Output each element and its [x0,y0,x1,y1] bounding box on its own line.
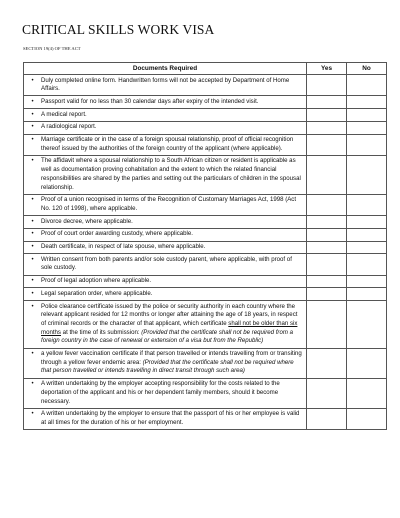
table-row [24,254,387,275]
table-row [24,228,387,241]
no-checkbox-cell[interactable] [347,75,387,96]
document-item-text: Death certificate, in respect of late spouse, where applicable. [41,243,206,251]
document-item-text: A medical report. [41,110,87,118]
table-row [24,348,387,378]
header-yes: Yes [307,63,347,75]
document-item-text [41,350,303,376]
bullet-icon: • [31,278,34,285]
document-item-text: Proof of court order awarding custody, where applicable. [41,230,193,238]
table-row [24,301,387,349]
table-row [24,241,387,254]
bullet-icon: • [31,218,34,225]
bullet-icon: • [31,244,34,251]
yes-checkbox-cell[interactable] [307,301,347,349]
no-checkbox-cell[interactable] [347,216,387,229]
yes-checkbox-cell[interactable] [307,378,347,408]
bullet-icon: • [31,256,34,263]
no-checkbox-cell[interactable] [347,254,387,275]
yes-checkbox-cell[interactable] [307,155,347,194]
bullet-icon: • [31,77,34,84]
table-row [24,408,387,429]
no-checkbox-cell[interactable] [347,275,387,288]
document-item-text: A radiological report. [41,123,97,131]
yes-checkbox-cell[interactable] [307,134,347,155]
yes-checkbox-cell[interactable] [307,254,347,275]
document-item-text: Duly completed online form. Handwritten forms will not be accepted by Department of Home Affairs. [41,76,290,93]
header-no: No [347,63,387,75]
text-plain: a yellow fever vaccination certificate if that person travelled or intends travelling from or transiting through a yellow fever endemic area: [41,350,302,366]
table-row [24,194,387,215]
bullet-icon: • [31,411,34,418]
no-checkbox-cell[interactable] [347,241,387,254]
yes-checkbox-cell[interactable] [307,288,347,301]
no-checkbox-cell[interactable] [347,155,387,194]
document-item-text: Proof of a union recognised in terms of the Recognition of Customary Marriages Act, 1998 (Act No. 120 of 1998), where applicable. [41,196,297,212]
table-row [24,378,387,408]
yes-checkbox-cell[interactable] [307,408,347,429]
no-checkbox-cell[interactable] [347,96,387,109]
yes-checkbox-cell[interactable] [307,121,347,134]
bullet-icon: • [31,231,34,238]
yes-checkbox-cell[interactable] [307,216,347,229]
yes-checkbox-cell[interactable] [307,96,347,109]
document-item-text: A written undertaking by the employer to ensure that the passport of his or her employee is valid at all times for the duration of his or her employment. [41,410,300,426]
document-item-text: Passport valid for no less than 30 calendar days after expiry of the intended visit. [41,97,259,105]
bullet-icon: • [31,351,34,358]
table-row [24,121,387,134]
table-header-row [24,63,387,75]
bullet-icon: • [31,124,34,131]
page-title: CRITICAL SKILLS WORK VISA [22,22,215,37]
bullet-icon: • [31,197,34,204]
table-row [24,155,387,194]
no-checkbox-cell[interactable] [347,228,387,241]
bullet-icon: • [31,158,34,165]
table-row [24,288,387,301]
yes-checkbox-cell[interactable] [307,348,347,378]
table-row [24,134,387,155]
no-checkbox-cell[interactable] [347,301,387,349]
text-underlined: shall not be older than six months [41,319,298,336]
table-row [24,75,387,96]
table-row [24,96,387,109]
yes-checkbox-cell[interactable] [307,194,347,215]
yes-checkbox-cell[interactable] [307,228,347,241]
no-checkbox-cell[interactable] [347,288,387,301]
document-item-text: Written consent from both parents and/or sole custody parent, where applicable, with proof of sole custody. [41,255,292,272]
table-row [24,109,387,122]
document-item-text: Legal separation order, where applicable. [41,289,153,297]
no-checkbox-cell[interactable] [347,348,387,378]
table-row [24,275,387,288]
documents-checklist-table [23,62,387,430]
bullet-icon: • [31,381,34,388]
yes-checkbox-cell[interactable] [307,275,347,288]
text-italic: (Provided that the certificate shall not be required where that person travelled or intends travelling in direct transit through such area) [41,358,294,375]
no-checkbox-cell[interactable] [347,194,387,215]
text-plain: Police clearance certificate issued by the police or security authority in each country where the relevant applicant resided for 12 months or longer after attaining the age of 18 years, in respect of criminal records or the character of that applicant, which certificate [41,302,298,327]
header-documents-required: Documents Required [24,63,307,75]
yes-checkbox-cell[interactable] [307,241,347,254]
no-checkbox-cell[interactable] [347,121,387,134]
document-item-text: Divorce decree, where applicable. [41,217,133,225]
no-checkbox-cell[interactable] [347,109,387,122]
document-item-text: The affidavit where a spousal relationship to a South African citizen or resident is applicable as well as documentation proving cohabitation and the extent to which the related financial responsibilities are shared by the parties and setting out the particulars of children in the spousal relationship. [41,157,301,191]
bullet-icon: • [31,137,34,144]
document-item-text: A written undertaking by the employer accepting responsibility for the costs related to the deportation of the applicant and his or her dependent family members, should it become necessary. [41,380,280,405]
document-item-text [41,303,303,347]
no-checkbox-cell[interactable] [347,134,387,155]
text-plain: at the time of its submission: [60,328,142,336]
yes-checkbox-cell[interactable] [307,75,347,96]
section-reference: SECTION 19(4) OF THE ACT [23,46,81,51]
no-checkbox-cell[interactable] [347,408,387,429]
bullet-icon: • [31,290,34,297]
document-item-text: Marriage certificate or in the case of a foreign spousal relationship, proof of official recognition thereof issued by the authorities of the foreign country of the applicant (where applicable). [41,136,294,152]
document-item-text: Proof of legal adoption where applicable. [41,277,152,285]
bullet-icon: • [31,303,34,310]
bullet-icon: • [31,111,34,118]
text-italic: (Provided that the certificate shall not be required from a foreign country in the case of renewal or extension of a visa but from the Republic) [41,328,294,345]
yes-checkbox-cell[interactable] [307,109,347,122]
bullet-icon: • [31,98,34,105]
no-checkbox-cell[interactable] [347,378,387,408]
table-row [24,216,387,229]
